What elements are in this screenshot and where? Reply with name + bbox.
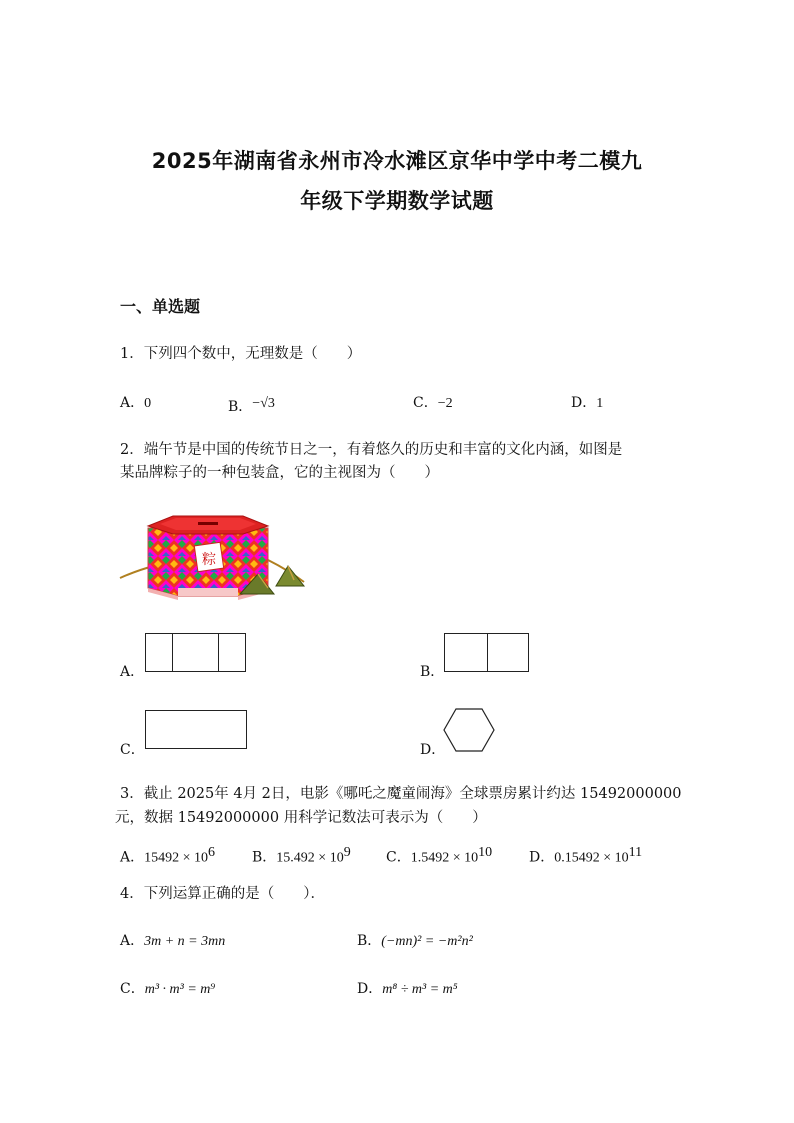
- q2-option-a-label: A．: [120, 664, 145, 680]
- q2-option-b-label: B．: [420, 664, 445, 680]
- q2-option-a-figure: [145, 633, 246, 672]
- q2-stem-line-1: 2．端午节是中国的传统节日之一，有着悠久的历史和丰富的文化内涵，如图是: [120, 442, 623, 458]
- q1-option-b: B．−√3: [228, 396, 275, 415]
- q1-option-d: D．1: [571, 395, 604, 411]
- zongzi-gift-box-illustration: [118, 508, 308, 604]
- q4-option-c: C．m³ · m³ = m⁹: [120, 981, 216, 997]
- q1-option-a: A．0: [120, 395, 152, 411]
- q2-option-d-hexagon: [443, 708, 495, 752]
- q4-stem: 4．下列运算正确的是（ ）．: [120, 886, 325, 902]
- q3-stem-line-2: 元，数据 15492000000 用科学记数法可表示为（ ）: [115, 810, 487, 826]
- q3-option-a: A．$15492 \times 10^6$: [120, 845, 216, 866]
- q2-option-c-label: C．: [120, 742, 145, 758]
- q3-option-d: D．$0.15492 \times 10^{11}$: [529, 845, 643, 866]
- q3-option-b: B．$15.492 \times 10^9$: [252, 845, 351, 866]
- q4-option-a: A．3m + n = 3mn: [120, 933, 226, 949]
- title-line-2: 年级下学期数学试题: [300, 189, 494, 213]
- q4-option-b: B．(−mn)² = −m²n²: [357, 933, 473, 949]
- svg-text:粽: 粽: [202, 552, 216, 568]
- q2-option-c-figure: [145, 710, 247, 749]
- q1-option-c: C．−2: [413, 395, 453, 411]
- q2-stem-line-2: 某品牌粽子的一种包装盒，它的主视图为（ ）: [120, 465, 439, 481]
- section-heading: 一、单选题: [120, 297, 201, 316]
- q3-stem-line-1: 3．截止 2025年 4月 2日，电影《哪吒之魔童闹海》全球票房累计约达 15492000000: [120, 786, 682, 802]
- q3-option-c: C．$1.5492 \times 10^{10}$: [386, 845, 493, 866]
- q2-option-b-figure: [444, 633, 529, 672]
- q1-stem: 1．下列四个数中，无理数是（ ）: [120, 346, 362, 362]
- q2-option-d-label: D．: [420, 742, 446, 758]
- title-line-1: 2025年湖南省永州市冷水滩区京华中学中考二模九: [151, 149, 643, 173]
- q4-option-d: D．m⁸ ÷ m³ = m⁵: [357, 981, 458, 997]
